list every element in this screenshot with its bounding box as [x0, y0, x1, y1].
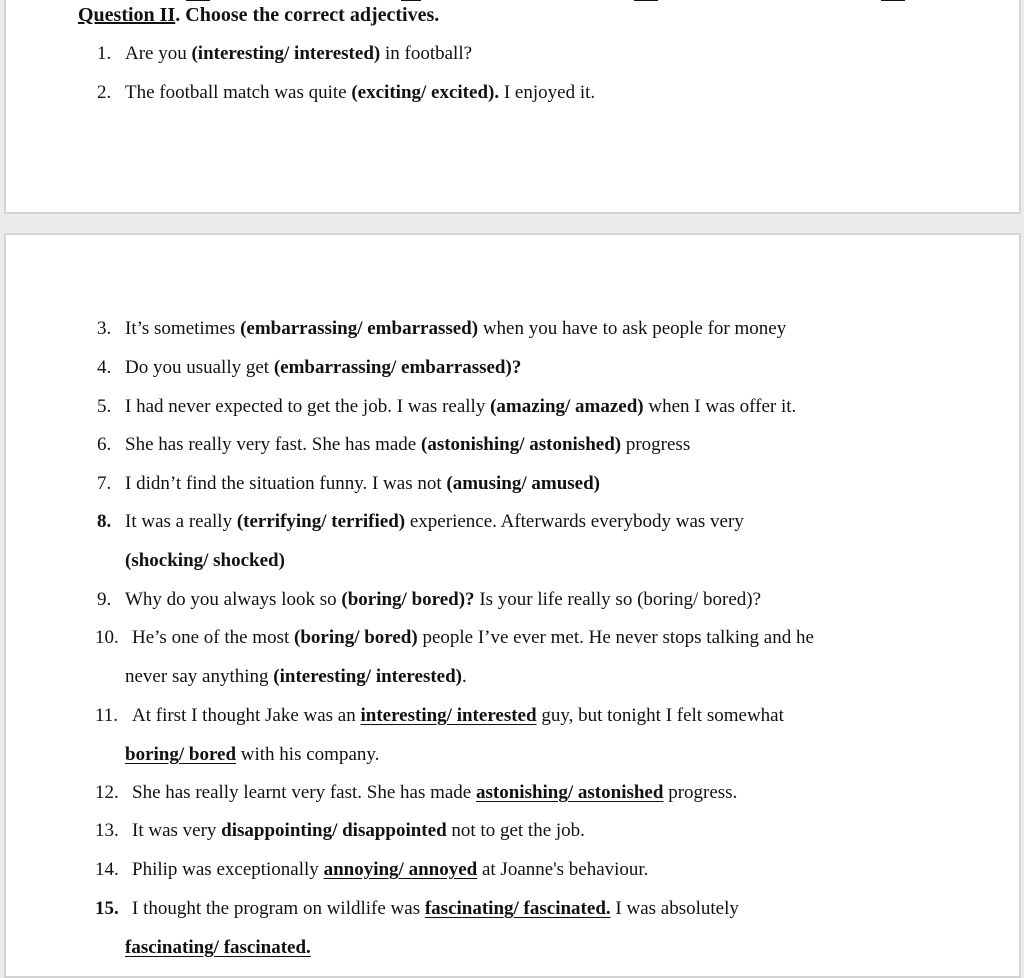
adjective-choice: (amazing/ amazed) — [490, 396, 644, 417]
question-number: 14. — [95, 859, 119, 880]
sentence-text: with his company. — [236, 744, 380, 765]
question-text-line — [125, 588, 761, 612]
question-text-line — [125, 433, 690, 457]
question-text-line — [132, 704, 784, 728]
question-number: 5. — [97, 396, 112, 417]
adjective-choice: astonishing/ astonished — [476, 782, 664, 803]
page-edge-mark — [401, 0, 421, 1]
question-text-line — [132, 781, 737, 805]
sentence-text: I didn’t find the situation funny. I was not — [125, 473, 447, 494]
question-text-line — [132, 858, 648, 882]
question-number: 4. — [97, 357, 112, 378]
adjective-choice: (interesting/ interested) — [273, 666, 462, 687]
sentence-text: experience. Afterwards everybody was very — [405, 511, 744, 532]
sentence-text: It’s sometimes — [125, 318, 241, 339]
sentence-text: I was absolutely — [610, 898, 739, 919]
sentence-text: He’s one of the most — [132, 627, 295, 648]
question-number: 10. — [95, 627, 119, 648]
sentence-text: in football? — [380, 43, 473, 64]
sentence-text: Do you usually get — [125, 357, 274, 378]
adjective-choice: (terrifying/ terrified) — [236, 511, 406, 532]
sentence-text: Why do you always look so — [125, 589, 342, 610]
question-number: 2. — [97, 82, 112, 103]
question-number: 1. — [97, 43, 112, 64]
adjective-choice: boring/ bored — [125, 744, 237, 765]
sentence-text: It was very — [132, 820, 222, 841]
adjective-choice: (embarrassing/ embarrassed) — [240, 318, 479, 339]
question-text-line — [125, 665, 467, 689]
question-text-line — [125, 743, 379, 767]
question-number: 11. — [95, 705, 119, 726]
sentence-text: I thought the program on wildlife was — [132, 898, 425, 919]
sentence-text: Are you — [125, 43, 192, 64]
adjective-choice: (interesting/ interested) — [191, 43, 381, 64]
sentence-text: She has really very fast. She has made — [125, 434, 421, 455]
question-text-line — [125, 395, 796, 419]
sentence-text: never say anything — [125, 666, 274, 687]
adjective-choice: fascinating/ fascinated. — [125, 937, 311, 958]
question-number: 3. — [97, 318, 112, 339]
question-text-line — [132, 819, 585, 843]
sentence-text: not to get the job. — [446, 820, 585, 841]
adjective-choice: (boring/ bored) — [294, 627, 418, 648]
adjective-choice: interesting/ interested — [360, 705, 537, 726]
document-page-1 — [4, 0, 1021, 214]
question-heading: Question II — [78, 4, 176, 26]
adjective-choice: (astonishing/ astonished) — [421, 434, 622, 455]
adjective-choice: fascinating/ fascinated. — [424, 898, 611, 919]
sentence-text: I had never expected to get the job. I was really — [125, 396, 491, 417]
sentence-text: At first I thought Jake was an — [132, 705, 361, 726]
question-text-line — [125, 81, 595, 105]
sentence-text: Is your life really so (boring/ bored)? — [474, 589, 762, 610]
page-edge-mark — [634, 0, 658, 1]
question-text-line — [125, 472, 600, 496]
question-title — [78, 3, 439, 27]
question-instruction: . Choose the correct adjectives. — [175, 4, 440, 26]
sentence-text: guy, but tonight I felt somewhat — [536, 705, 784, 726]
document-page-2 — [4, 233, 1021, 978]
question-text-line — [125, 317, 786, 341]
sentence-text: The football match was quite — [125, 82, 352, 103]
sentence-text: Philip was exceptionally — [132, 859, 324, 880]
question-text-line — [132, 626, 814, 650]
question-number: 9. — [97, 589, 112, 610]
question-text-line — [132, 897, 739, 921]
sentence-text: It was a really — [125, 511, 237, 532]
adjective-choice: (boring/ bored)? — [341, 589, 475, 610]
adjective-choice: (amusing/ amused) — [446, 473, 600, 494]
question-number: 8. — [97, 511, 112, 532]
page-edge-mark — [881, 0, 905, 1]
question-text-line — [125, 510, 744, 534]
adjective-choice: (exciting/ excited). — [351, 82, 500, 103]
question-text-line — [125, 549, 285, 573]
sentence-text: at Joanne's behaviour. — [477, 859, 649, 880]
question-text-line — [125, 936, 311, 960]
sentence-text: progress — [621, 434, 691, 455]
question-number: 15. — [95, 898, 119, 919]
sentence-text: I enjoyed it. — [499, 82, 596, 103]
sentence-text: people I’ve ever met. He never stops talking and he — [417, 627, 814, 648]
question-number: 13. — [95, 820, 119, 841]
sentence-text: when you have to ask people for money — [478, 318, 787, 339]
question-number: 12. — [95, 782, 119, 803]
question-number: 7. — [97, 473, 112, 494]
sentence-text: She has really learnt very fast. She has made — [132, 782, 476, 803]
page-edge-mark — [186, 0, 210, 1]
sentence-text: when I was offer it. — [643, 396, 797, 417]
sentence-text: . — [462, 666, 467, 687]
sentence-text: progress. — [663, 782, 738, 803]
question-number: 6. — [97, 434, 112, 455]
question-text-line — [125, 42, 472, 66]
adjective-choice: disappointing/ disappointed — [221, 820, 447, 841]
adjective-choice: annoying/ annoyed — [323, 859, 478, 880]
adjective-choice: (shocking/ shocked) — [125, 550, 285, 571]
question-text-line — [125, 356, 521, 380]
adjective-choice: (embarrassing/ embarrassed)? — [273, 357, 522, 378]
